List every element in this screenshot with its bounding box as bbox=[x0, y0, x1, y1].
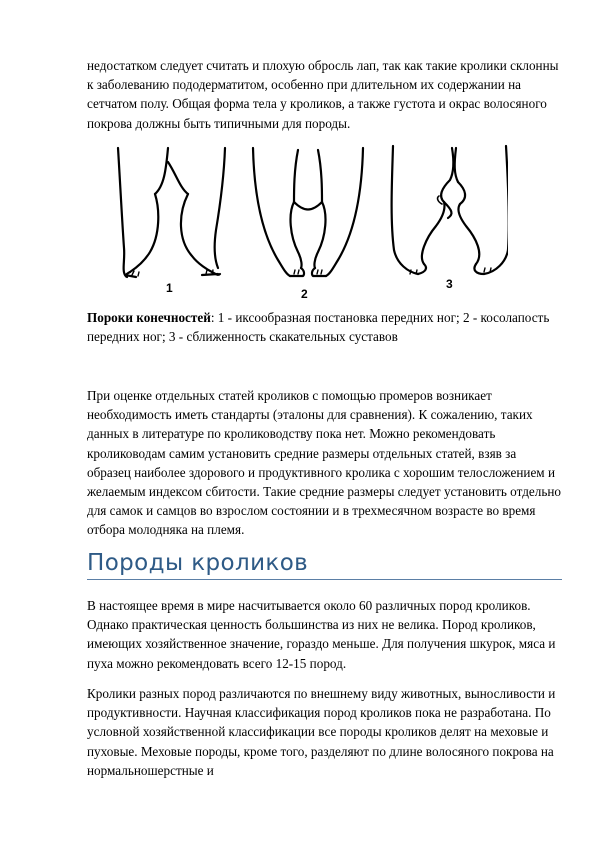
figure-label-3: 3 bbox=[446, 277, 453, 291]
figure-3-close-hocks bbox=[392, 146, 508, 274]
paragraph-measurements: При оценке отдельных статей кроликов с помощью промеров возникает необходимость иметь стандарты (эталоны для сравнения). К сожалению, таких данных в литературе по кролиководству пока нет. Можно рекомендовать кролиководам самим установить средние размеры отдельных статей, взяв за образец наиболее здорового и продуктивного кролика с хорошим телосложением и желаемым индексом сбитости. Такие средние размеры следует установить отдельно для самок и самцов во взрослом состоянии и в трехмесячном возрасте во время отбора молодняка на племя. bbox=[87, 388, 562, 538]
figure-2-clubfoot-legs bbox=[253, 148, 363, 276]
figure-label-2: 2 bbox=[301, 287, 308, 301]
caption-text: : 1 - иксообразная постановка передних ног; 2 - косолапость передних ног; 3 - сближенность скакательных суставов bbox=[87, 310, 550, 345]
section-heading: Породы кроликов bbox=[87, 550, 309, 576]
paragraph-breeds-count: В настоящее время в мире насчитывается около 60 различных пород кроликов. Однако практическая ценность большинства из них не велика. Пород кроликов, имеющих хозяйственное значение, гораздо меньше. Для получения шкурок, мяса и пуха можно рекомендовать всего 12-15 пород. bbox=[87, 598, 556, 671]
caption-title: Пороки конечностей bbox=[87, 310, 211, 325]
figure-label-1: 1 bbox=[166, 281, 173, 295]
figure-1-x-shaped-legs bbox=[118, 148, 225, 277]
figure-caption bbox=[87, 308, 562, 346]
limb-defects-figure bbox=[108, 140, 508, 305]
paragraph-limb-defects-intro: недостатком следует считать и плохую обросль лап, так как такие кролики склонны к заболеванию пододерматитом, особенно при длительном их содержании на сетчатом полу. Общая форма тела у кроликов, а также густота и окрас волосяного покрова должны быть типичными для породы. bbox=[87, 58, 559, 131]
heading-underline bbox=[87, 579, 562, 580]
paragraph-breeds-classification: Кролики разных пород различаются по внешнему виду животных, выносливости и продуктивности. Научная классификация пород кроликов пока не разработана. По условной хозяйственной классификации все породы кроликов делят на меховые и пуховые. Меховые породы, кроме того, разделяют по длине волосяного покрова на нормальношерстные и bbox=[87, 686, 556, 778]
